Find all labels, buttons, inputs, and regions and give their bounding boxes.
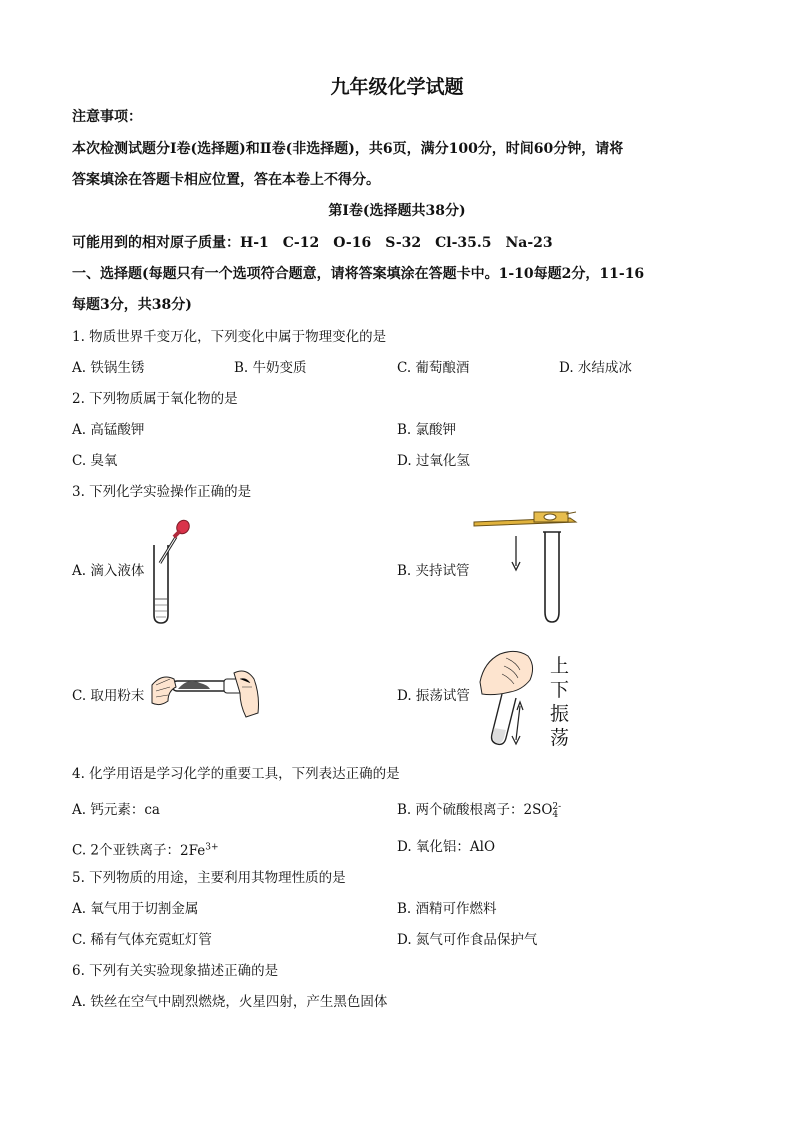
q2-option-c: C. 臭氧 <box>72 453 118 469</box>
q5-option-c: C. 稀有气体充霓虹灯管 <box>72 932 212 948</box>
shake-label-swing: 荡 <box>550 727 570 749</box>
q3-option-c: C. 取用粉末 <box>72 688 145 704</box>
powder-tube-figure <box>148 665 266 723</box>
q2-option-d: D. 过氧化氢 <box>397 453 470 469</box>
notice-line-1: 本次检测试题分Ⅰ卷(选择题)和Ⅱ卷(非选择题)，共6页，满分100分，时间60分钟，请将 <box>72 141 624 157</box>
q4-option-d: D. 氧化铝：AlO <box>397 839 496 855</box>
q1-option-a: A. 铁锅生锈 <box>72 360 145 376</box>
dropper-test-tube-figure <box>140 515 200 627</box>
question-5-stem: 5. 下列物质的用途，主要利用其物理性质的是 <box>72 870 346 886</box>
q4-option-c-label: C. 2个亚铁离子： <box>72 842 181 859</box>
q1-option-c: C. 葡萄酿酒 <box>397 360 470 376</box>
q5-option-b: B. 酒精可作燃料 <box>397 901 497 917</box>
page-title: 九年级化学试题 <box>330 76 464 98</box>
q5-option-a: A. 氧气用于切割金属 <box>72 901 199 917</box>
q3-option-d: D. 振荡试管 <box>397 688 470 704</box>
q2-option-b: B. 氯酸钾 <box>397 422 457 438</box>
q4-option-b <box>397 801 561 819</box>
q5-option-d: D. 氮气可作食品保护气 <box>397 932 538 948</box>
q4-option-b-label: B. 两个硫酸根离子： <box>397 802 524 818</box>
q4-option-a: A. 钙元素：ca <box>72 802 160 818</box>
question-4-stem: 4. 化学用语是学习化学的重要工具，下列表达正确的是 <box>72 766 400 782</box>
notice-line-2: 答案填涂在答题卡相应位置，答在本卷上不得分。 <box>72 172 380 188</box>
shake-label-vibrate: 振 <box>550 703 570 725</box>
sulfate-formula: 2SO 2- 4 <box>523 801 562 820</box>
part-heading-line-1: 一、选择题(每题只有一个选项符合题意，请将答案填涂在答题卡中。1-10每题2分，11-16 <box>72 266 645 282</box>
q3-option-b: B. 夹持试管 <box>397 563 470 579</box>
shake-arrow-icon <box>516 706 520 740</box>
q6-option-a: A. 铁丝在空气中剧烈燃烧，火星四射，产生黑色固体 <box>72 994 388 1010</box>
right-hand <box>234 671 259 717</box>
shake-label-down: 下 <box>550 679 570 701</box>
shake-label-up: 上 <box>550 655 570 677</box>
shake-tube-figure <box>476 644 538 748</box>
question-3-stem: 3. 下列化学实验操作正确的是 <box>72 484 252 500</box>
q3-option-a: A. 滴入液体 <box>72 563 145 579</box>
section-heading: 第Ⅰ卷(选择题共38分) <box>328 203 466 219</box>
tube-holder-figure <box>470 508 582 626</box>
test-tube <box>545 532 559 622</box>
q1-option-b: B. 牛奶变质 <box>234 360 307 376</box>
q2-option-a: A. 高锰酸钾 <box>72 422 145 438</box>
part-heading-line-2: 每题3分，共38分) <box>72 297 192 313</box>
powder <box>178 681 210 689</box>
notice-heading: 注意事项： <box>72 109 142 125</box>
question-1-stem: 1. 物质世界千变万化，下列变化中属于物理变化的是 <box>72 329 387 345</box>
question-6-stem: 6. 下列有关实验现象描述正确的是 <box>72 963 279 979</box>
ferrous-formula: $2Fe^{3+}$ <box>180 842 219 859</box>
atomic-mass-line: 可能用到的相对原子质量：H-1 C-12 O-16 S-32 Cl-35.5 Na-23 <box>72 235 553 251</box>
q4-option-c <box>72 838 219 860</box>
question-2-stem: 2. 下列物质属于氧化物的是 <box>72 391 238 407</box>
left-hand <box>152 677 176 705</box>
q1-option-d: D. 水结成冰 <box>559 360 632 376</box>
